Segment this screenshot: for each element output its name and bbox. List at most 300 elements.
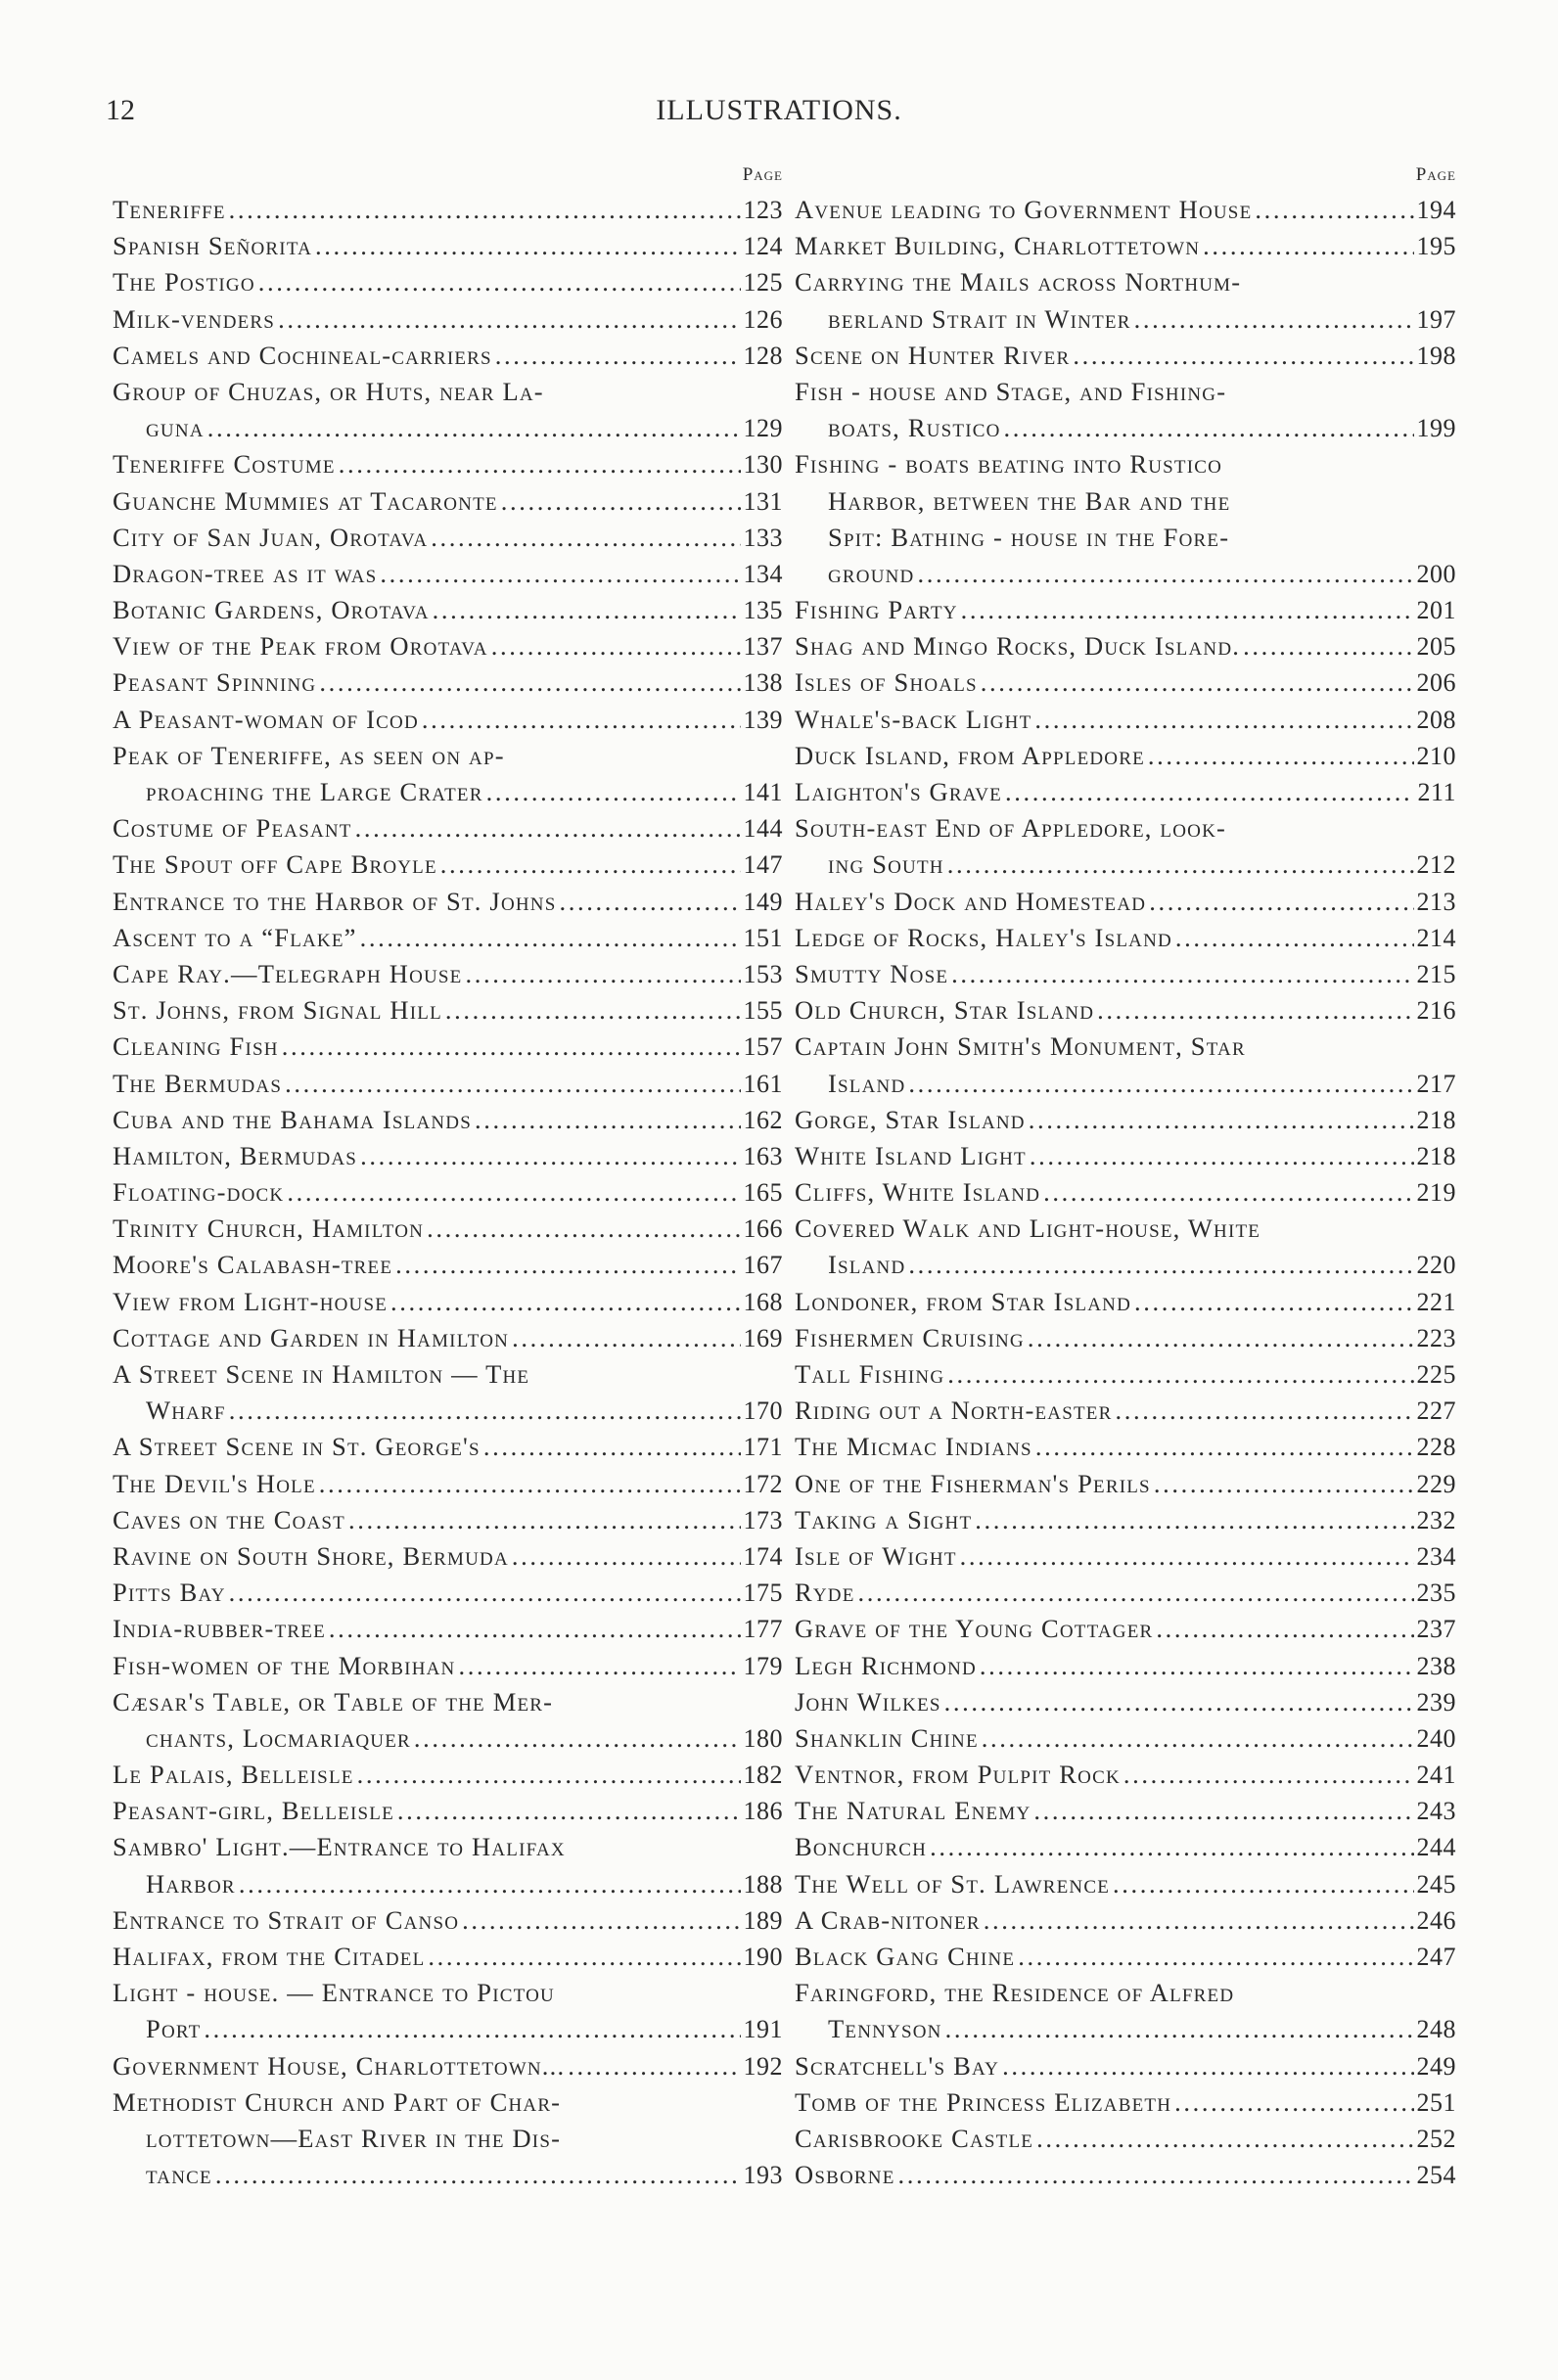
entry-title: Shag and Mingo Rocks, Duck Island.	[795, 631, 1241, 662]
page-reference: 243	[1416, 1797, 1456, 1826]
list-item	[795, 920, 1456, 956]
page-reference: 151	[743, 923, 783, 952]
list-item	[113, 1066, 783, 1102]
list-item	[795, 1757, 1456, 1793]
page-reference: 162	[743, 1105, 783, 1134]
dot-leader	[229, 192, 741, 228]
list-item	[795, 1174, 1456, 1211]
entry-line	[113, 1975, 783, 2011]
dot-leader	[945, 2011, 1414, 2047]
entry-line	[113, 264, 783, 300]
entry-title: Entrance to the Harbor of St. Johns	[113, 886, 557, 916]
entry-line	[113, 920, 783, 956]
entry-title: Island	[828, 1068, 906, 1098]
entry-line	[795, 1174, 1456, 1211]
entry-line-continuation	[113, 2011, 783, 2047]
entry-line	[113, 664, 783, 701]
entry-line	[795, 1466, 1456, 1502]
page-reference: 223	[1416, 1323, 1456, 1352]
entry-title: Taking a Sight	[795, 1504, 973, 1534]
list-item	[113, 556, 783, 592]
entry-title: Botanic Gardens, Orotava	[113, 595, 430, 625]
entry-line-continuation	[795, 483, 1456, 520]
list-item	[795, 2048, 1456, 2084]
entry-title: City of San Juan, Orotava	[113, 522, 429, 552]
entry-title: Laighton's Grave	[795, 777, 1002, 806]
page-reference: 168	[743, 1287, 783, 1316]
entry-title: chants, Locmariaquer	[146, 1722, 411, 1753]
page-reference: 198	[1416, 341, 1456, 370]
dot-leader	[982, 1720, 1414, 1757]
entry-title: lottetown—East River in the Dis-	[146, 2123, 562, 2153]
entry-title: Floating-dock	[113, 1177, 285, 1208]
list-item	[113, 446, 783, 482]
list-item	[113, 1575, 783, 1611]
entry-title: The Natural Enemy	[795, 1796, 1031, 1826]
dot-leader	[422, 702, 741, 738]
list-item	[795, 884, 1456, 920]
entry-title: Captain John Smith's Monument, Star	[795, 1031, 1246, 1062]
page-reference: 165	[743, 1178, 783, 1208]
entry-line	[113, 1320, 783, 1356]
list-item	[113, 1356, 783, 1429]
entry-title: The Bermudas	[113, 1068, 283, 1098]
list-item	[113, 1502, 783, 1538]
entry-title: Londoner, from Star Island	[795, 1286, 1132, 1316]
page-column-label: Page	[1415, 164, 1456, 185]
page-reference: 173	[743, 1505, 783, 1534]
entry-line-continuation	[795, 1066, 1456, 1102]
entry-title: Ryde	[795, 1578, 855, 1608]
page-reference: 205	[1416, 632, 1456, 662]
page-reference: 249	[1416, 2051, 1456, 2081]
page-reference: 218	[1416, 1141, 1456, 1170]
page-reference: 126	[743, 304, 783, 334]
entry-title: A Street Scene in Hamilton — The	[113, 1359, 530, 1389]
entry-title: Wharf	[146, 1396, 226, 1426]
page-reference: 252	[1416, 2124, 1456, 2153]
page-reference: 213	[1416, 887, 1456, 916]
entry-title: View of the Peak from Orotava	[113, 631, 488, 662]
dot-leader	[1035, 1429, 1414, 1465]
page-reference: 220	[1416, 1251, 1456, 1280]
entry-title: Caves on the Coast	[113, 1504, 345, 1534]
entry-title: Carrying the Mails across Northum-	[795, 267, 1242, 298]
dot-leader	[512, 1320, 740, 1356]
page-reference: 225	[1416, 1360, 1456, 1389]
list-item	[113, 628, 783, 664]
entry-title: Fishing Party	[795, 595, 958, 625]
page-reference: 134	[743, 559, 783, 588]
list-item	[113, 1466, 783, 1502]
page-reference: 195	[1416, 232, 1456, 261]
entry-title: Haley's Dock and Homestead	[795, 886, 1147, 916]
list-item	[113, 483, 783, 520]
page-reference: 172	[743, 1469, 783, 1498]
list-item	[795, 1684, 1456, 1720]
entry-line	[795, 738, 1456, 774]
dot-leader	[1154, 1466, 1414, 1502]
entry-title: Cæsar's Table, or Table of the Mer-	[113, 1686, 554, 1716]
list-item	[795, 1138, 1456, 1174]
dot-leader	[512, 1538, 741, 1575]
entry-line	[795, 1720, 1456, 1757]
entry-title: Camels and Cochineal-carriers	[113, 340, 492, 370]
entry-title: Costume of Peasant	[113, 813, 352, 844]
page-reference: 211	[1417, 778, 1456, 806]
entry-line	[113, 556, 783, 592]
entry-title: Market Building, Charlottetown	[795, 231, 1201, 261]
entry-line	[113, 1174, 783, 1211]
list-item	[795, 1538, 1456, 1575]
entry-title: Smutty Nose	[795, 958, 949, 988]
entry-line	[795, 920, 1456, 956]
list-item	[795, 1320, 1456, 1356]
entry-title: White Island Light	[795, 1140, 1027, 1170]
page-reference: 241	[1416, 1761, 1456, 1790]
list-item	[113, 956, 783, 992]
entry-line-continuation	[795, 301, 1456, 338]
entry-title: Legh Richmond	[795, 1650, 977, 1680]
entry-title: Riding out a North-easter	[795, 1396, 1113, 1426]
dot-leader	[319, 664, 740, 701]
entry-line-continuation	[113, 1720, 783, 1757]
list-item	[113, 1029, 783, 1065]
entry-title: Ledge of Rocks, Haley's Island	[795, 922, 1172, 952]
dot-leader	[1156, 1611, 1413, 1647]
page-reference: 139	[743, 705, 783, 734]
list-item	[795, 1902, 1456, 1939]
page-reference: 193	[743, 2161, 783, 2190]
entry-line	[795, 1939, 1456, 1975]
page-reference: 235	[1416, 1579, 1456, 1608]
dot-leader	[1028, 1320, 1414, 1356]
entry-title: One of the Fisherman's Perils	[795, 1468, 1151, 1498]
entry-line	[113, 1793, 783, 1829]
entry-line	[113, 1757, 783, 1793]
entry-line	[113, 847, 783, 883]
running-title: ILLUSTRATIONS.	[656, 94, 902, 126]
page-reference: 130	[743, 450, 783, 480]
entry-title: A Peasant-woman of Icod	[113, 704, 419, 734]
entry-line	[795, 1102, 1456, 1138]
dot-leader	[908, 1247, 1413, 1283]
page-reference: 129	[743, 414, 783, 443]
page-reference: 215	[1416, 959, 1456, 988]
list-item	[113, 884, 783, 920]
dot-leader	[329, 1611, 741, 1647]
entry-title: Tennyson	[828, 2014, 942, 2044]
entry-title: A Crab-nitoner	[795, 1904, 981, 1935]
list-item	[113, 520, 783, 556]
dot-leader	[428, 1939, 740, 1975]
entry-line	[113, 1648, 783, 1684]
entry-line	[795, 956, 1456, 992]
dot-leader	[1123, 1757, 1414, 1793]
list-item	[113, 1538, 783, 1575]
dot-leader	[390, 1284, 740, 1320]
list-item	[795, 1502, 1456, 1538]
entry-line-continuation	[113, 1866, 783, 1902]
list-item	[113, 702, 783, 738]
page-reference: 245	[1416, 1869, 1456, 1899]
dot-leader	[1174, 2084, 1413, 2121]
page-reference: 221	[1416, 1287, 1456, 1316]
entry-line-continuation	[113, 1393, 783, 1429]
dot-leader	[1005, 774, 1414, 810]
list-item	[795, 956, 1456, 992]
entry-line	[113, 520, 783, 556]
page-reference: 197	[1416, 304, 1456, 334]
entry-title: Group of Chuzas, or Huts, near La-	[113, 376, 544, 406]
dot-leader	[440, 847, 741, 883]
entry-line	[795, 1138, 1456, 1174]
page-reference: 199	[1416, 414, 1456, 443]
page-reference: 191	[743, 2015, 783, 2044]
dot-leader	[380, 556, 740, 592]
entry-line-continuation	[795, 520, 1456, 556]
entry-line	[113, 1902, 783, 1939]
page-reference: 179	[743, 1651, 783, 1680]
page-reference: 228	[1416, 1433, 1456, 1462]
entry-line	[113, 738, 783, 774]
page-reference: 239	[1416, 1687, 1456, 1716]
dot-leader	[465, 956, 740, 992]
entry-line	[795, 810, 1456, 847]
entry-line	[795, 1320, 1456, 1356]
page-reference: 133	[743, 523, 783, 552]
list-item	[113, 374, 783, 446]
entry-list	[113, 192, 783, 2193]
list-item	[795, 702, 1456, 738]
entry-title: Ravine on South Shore, Bermuda	[113, 1540, 509, 1571]
dot-leader	[947, 847, 1414, 883]
dot-leader	[239, 1866, 741, 1902]
list-item	[113, 2048, 783, 2084]
page-reference: 232	[1416, 1505, 1456, 1534]
list-item	[113, 847, 783, 883]
entry-line	[113, 956, 783, 992]
page-reference: 149	[743, 887, 783, 916]
dot-leader	[445, 992, 741, 1029]
entry-title: Harbor, between the Bar and the	[828, 485, 1231, 516]
list-item	[113, 1211, 783, 1247]
page-reference: 201	[1416, 596, 1456, 625]
dot-leader	[568, 2048, 740, 2084]
page-reference: 208	[1416, 705, 1456, 734]
page-reference: 163	[743, 1141, 783, 1170]
dot-leader	[475, 1102, 741, 1138]
list-item	[795, 2121, 1456, 2157]
entry-line	[795, 702, 1456, 738]
entry-title: Fishing - boats beating into Rustico	[795, 449, 1223, 480]
page-reference: 237	[1416, 1615, 1456, 1644]
dot-leader	[947, 1356, 1413, 1393]
dot-leader	[357, 1757, 741, 1793]
list-item	[113, 1429, 783, 1465]
entry-title: Gorge, Star Island	[795, 1104, 1026, 1134]
page-reference: 217	[1416, 1069, 1456, 1098]
dot-leader	[981, 664, 1414, 701]
page-reference: 212	[1416, 850, 1456, 880]
list-item	[113, 1939, 783, 1975]
dot-leader	[397, 1793, 741, 1829]
page-reference: 186	[743, 1797, 783, 1826]
page-reference: 169	[743, 1323, 783, 1352]
dot-leader	[908, 1066, 1413, 1102]
entry-line	[795, 1429, 1456, 1465]
page-reference: 161	[743, 1069, 783, 1098]
entry-line	[795, 1902, 1456, 1939]
entry-title: Le Palais, Belleisle	[113, 1760, 354, 1790]
entry-line	[795, 1757, 1456, 1793]
entry-line	[113, 338, 783, 374]
dot-leader	[258, 264, 741, 300]
dot-leader	[1175, 920, 1414, 956]
entry-line	[113, 1611, 783, 1647]
dot-leader	[207, 410, 741, 446]
entry-line-continuation	[795, 556, 1456, 592]
entry-title: Cuba and the Bahama Islands	[113, 1104, 472, 1134]
page-reference: 147	[743, 850, 783, 880]
entry-list	[795, 192, 1456, 2193]
entry-title: Fish - house and Stage, and Fishing-	[795, 376, 1227, 406]
entry-title: The Well of St. Lawrence	[795, 1868, 1111, 1899]
entry-line	[795, 1284, 1456, 1320]
dot-leader	[483, 1429, 741, 1465]
page-reference: 155	[743, 996, 783, 1026]
list-item	[113, 264, 783, 300]
entry-line	[795, 1611, 1456, 1647]
page-reference: 219	[1416, 1178, 1456, 1208]
entry-line	[113, 810, 783, 847]
entry-line-continuation	[795, 410, 1456, 446]
list-item	[795, 1211, 1456, 1283]
dot-leader	[278, 301, 740, 338]
entry-line	[795, 1648, 1456, 1684]
entry-title: Ventnor, from Pulpit Rock	[795, 1760, 1121, 1790]
list-item	[113, 1102, 783, 1138]
dot-leader	[395, 1247, 740, 1283]
entry-title: Covered Walk and Light-house, White	[795, 1213, 1261, 1244]
list-item	[795, 264, 1456, 337]
entry-line	[113, 884, 783, 920]
entry-line	[113, 2084, 783, 2121]
entry-title: Ascent to a “Flake”	[113, 922, 357, 952]
entry-line	[795, 338, 1456, 374]
list-item	[113, 1247, 783, 1283]
entry-title: Scene on Hunter River	[795, 340, 1071, 370]
entry-line	[113, 192, 783, 228]
dot-leader	[1203, 228, 1413, 264]
page-reference: 177	[743, 1615, 783, 1644]
page-reference: 247	[1416, 1943, 1456, 1971]
entry-line	[113, 1429, 783, 1465]
page-reference: 200	[1416, 559, 1456, 588]
dot-leader	[960, 1538, 1414, 1575]
entry-line	[795, 1684, 1456, 1720]
entry-title: The Postigo	[113, 267, 255, 298]
page-reference: 166	[743, 1214, 783, 1244]
page-reference: 144	[743, 814, 783, 844]
page-reference: 137	[743, 632, 783, 662]
dot-leader	[319, 1466, 741, 1502]
dot-leader	[930, 1829, 1413, 1865]
list-item	[113, 301, 783, 338]
entry-line	[795, 1975, 1456, 2011]
dot-leader	[1034, 702, 1413, 738]
entry-title: tance	[146, 2160, 212, 2190]
page-reference: 141	[743, 778, 783, 806]
entry-title: Harbor	[146, 1868, 236, 1899]
page-reference: 188	[743, 1869, 783, 1899]
dot-leader	[427, 1211, 740, 1247]
entry-title: ing South	[828, 849, 944, 880]
entry-line-continuation	[113, 2157, 783, 2193]
entry-line	[795, 2157, 1456, 2193]
dot-leader	[486, 774, 741, 810]
entry-line-continuation	[113, 410, 783, 446]
entry-title: Cape Ray.—Telegraph House	[113, 958, 463, 988]
dot-leader	[1018, 1939, 1413, 1975]
dot-leader	[1073, 338, 1413, 374]
list-item	[113, 810, 783, 847]
entry-title: Cliffs, White Island	[795, 1177, 1041, 1208]
page-reference: 128	[743, 341, 783, 370]
list-item	[795, 774, 1456, 810]
dot-leader	[1243, 628, 1413, 664]
entry-line	[113, 1684, 783, 1720]
entry-line	[795, 664, 1456, 701]
list-item	[795, 1829, 1456, 1865]
page-reference: 246	[1416, 1905, 1456, 1935]
entry-title: Fishermen Cruising	[795, 1322, 1025, 1352]
dot-leader	[1004, 410, 1414, 446]
list-item	[795, 1429, 1456, 1465]
page-reference: 244	[1416, 1833, 1456, 1862]
dot-leader	[229, 1575, 741, 1611]
entry-title: Avenue leading to Government House	[795, 195, 1253, 224]
list-item	[795, 374, 1456, 446]
entry-line	[113, 1466, 783, 1502]
entry-title: Spanish Señorita	[113, 231, 313, 261]
entry-line	[113, 1102, 783, 1138]
list-item	[795, 628, 1456, 664]
entry-title: Sambro' Light.—Entrance to Halifax	[113, 1832, 566, 1862]
entry-line	[795, 374, 1456, 410]
page-reference: 254	[1416, 2161, 1456, 2190]
dot-leader	[348, 1502, 741, 1538]
entry-line	[795, 884, 1456, 920]
dot-leader	[287, 1174, 740, 1211]
entry-title: A Street Scene in St. George's	[113, 1432, 481, 1462]
page-reference: 125	[743, 268, 783, 298]
entry-line	[113, 702, 783, 738]
dot-leader	[1149, 884, 1413, 920]
list-item	[113, 192, 783, 228]
list-item	[795, 338, 1456, 374]
entry-title: Moore's Calabash-tree	[113, 1250, 393, 1280]
list-item	[113, 920, 783, 956]
entry-line	[113, 374, 783, 410]
entry-title: Halifax, from the Citadel	[113, 1942, 426, 1971]
page-reference: 248	[1416, 2015, 1456, 2044]
entry-title: Dragon-tree as it was	[113, 558, 378, 588]
entry-title: South-east End of Appledore, look-	[795, 813, 1227, 844]
entry-title: Cottage and Garden in Hamilton	[113, 1322, 510, 1352]
dot-leader	[1134, 1284, 1413, 1320]
dot-leader	[339, 446, 741, 482]
